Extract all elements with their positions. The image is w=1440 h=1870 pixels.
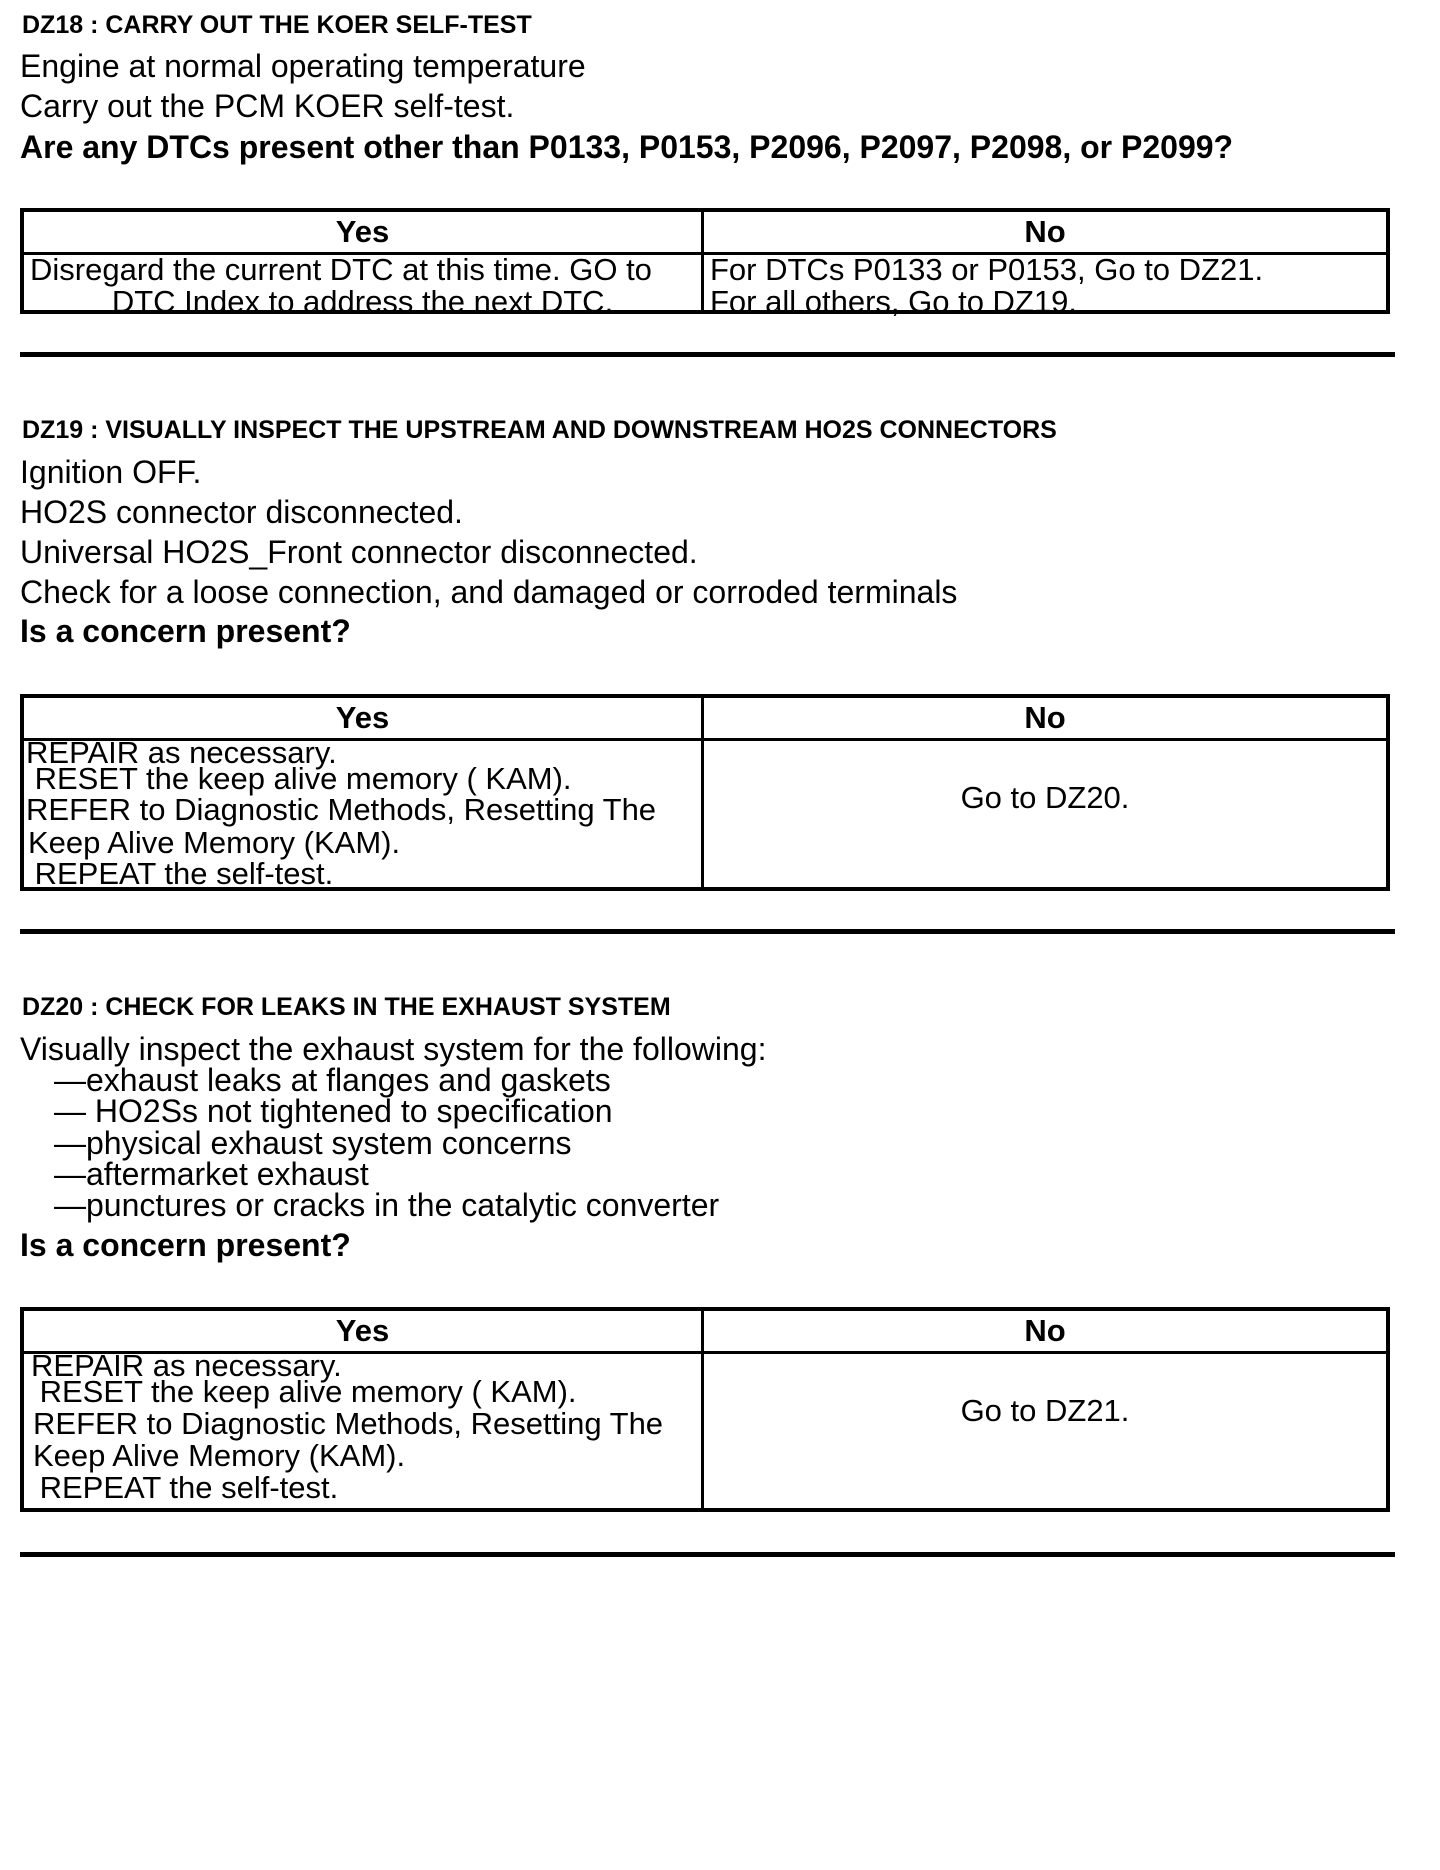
no-header: No [1024,214,1066,249]
decision-table-dz18 [20,208,1390,319]
yes-header: Yes [335,214,390,249]
yes-cell-line: Keep Alive Memory (KAM). [33,1438,406,1473]
section-divider [20,352,1395,357]
yes-cell-line: REPAIR as necessary. [31,1348,342,1383]
checklist-item: —aftermarket exhaust [54,1156,369,1192]
section-title-dz20: DZ20 : CHECK FOR LEAKS IN THE EXHAUST SYSTEM [22,993,671,1021]
yes-cell-line: DTC Index to address the next DTC. [111,284,614,319]
instruction-line: Check for a loose connection, and damaged or corroded terminals [20,574,958,610]
no-header: No [1024,700,1066,735]
yes-cell-line: RESET the keep alive memory ( KAM). [26,761,572,796]
checklist-item: —exhaust leaks at flanges and gaskets [54,1062,611,1098]
decision-table-dz19 [20,694,1390,891]
checklist-item: —physical exhaust system concerns [54,1125,572,1161]
yes-header: Yes [335,1313,390,1348]
instruction-line: Visually inspect the exhaust system for the following: [20,1031,767,1067]
no-cell-line: For DTCs P0133 or P0153, Go to DZ21. [710,252,1264,287]
yes-cell-line: RESET the keep alive memory ( KAM). [31,1374,577,1409]
instruction-line: HO2S connector disconnected. [20,494,463,530]
section-divider [20,929,1395,934]
yes-cell-line: REPAIR as necessary. [26,735,337,770]
yes-cell-line: REPEAT the self-test. [26,856,334,891]
checklist-item: — HO2Ss not tightened to specification [54,1093,613,1129]
no-cell-text: Go to DZ21. [960,1393,1130,1428]
no-cell-text: Go to DZ20. [960,780,1130,815]
checklist-item: —punctures or cracks in the catalytic converter [54,1187,720,1223]
yes-cell-line: Keep Alive Memory (KAM). [28,825,401,860]
yes-cell-line: REFER to Diagnostic Methods, Resetting The [33,1406,664,1441]
yes-cell-line: REPEAT the self-test. [31,1470,339,1505]
section-title-dz19: DZ19 : VISUALLY INSPECT THE UPSTREAM AND DOWNSTREAM HO2S CONNECTORS [22,416,1057,444]
section-divider [20,1552,1395,1557]
yes-cell-line: REFER to Diagnostic Methods, Resetting The [26,792,657,827]
yes-header: Yes [335,700,390,735]
instruction-line: Carry out the PCM KOER self-test. [20,88,515,124]
no-header: No [1024,1313,1066,1348]
question-dz19: Is a concern present? [20,613,351,649]
instruction-line: Ignition OFF. [20,454,202,490]
yes-cell-line: Disregard the current DTC at this time. GO to [30,252,652,287]
instruction-line: Universal HO2S_Front connector disconnected. [20,534,698,570]
no-cell-line: For all others, Go to DZ19. [710,284,1077,319]
question-dz18: Are any DTCs present other than P0133, P0153, P2096, P2097, P2098, or P2099? [20,129,1234,165]
question-dz20: Is a concern present? [20,1227,351,1263]
section-title-dz18: DZ18 : CARRY OUT THE KOER SELF-TEST [22,11,532,39]
instruction-line: Engine at normal operating temperature [20,48,586,84]
decision-table-dz20 [20,1307,1390,1512]
